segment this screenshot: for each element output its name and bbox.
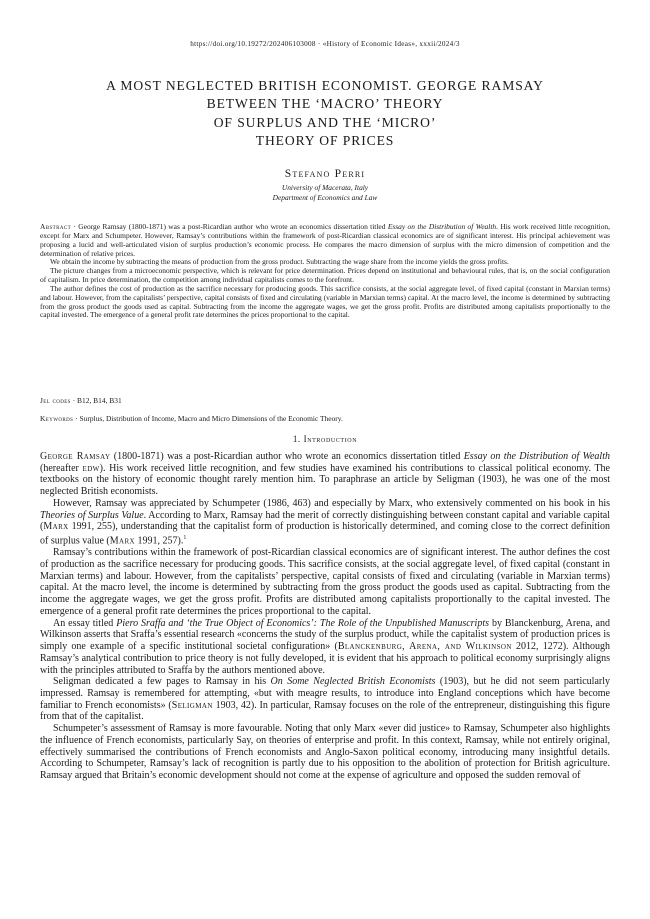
abstract-book-title: Essay on the Distribution of Wealth	[387, 222, 497, 231]
abstract-text: · George Ramsay (1800-1871) was a post-Ricardian author who wrote an economics dissertation titled	[71, 222, 388, 231]
abstract-text: . His work received little recognition, except for Marx and Schumpeter. However, Ramsay’s contributions within the framework of post-Ricardian classical economics are of significant interest. His principal achievement was proposing a lucid and well-articulated vision of surplus production’s economic process. He compares the macro dimension of surplus with the micro dimension of competition and the determination of relative prices.	[40, 222, 610, 258]
title-line: BETWEEN THE ‘MACRO’ THEORY	[206, 96, 444, 112]
title-line: A MOST NEGLECTED BRITISH ECONOMIST. GEORGE RAMSAY	[106, 78, 544, 93]
body-span: (hereafter	[40, 462, 83, 474]
author-mention: George Ramsay	[40, 451, 111, 462]
section-heading: 1. Introduction	[292, 434, 358, 444]
book-title: Theories of Surplus Value	[40, 509, 144, 521]
title-line: THEORY OF PRICES	[255, 133, 395, 149]
abbreviation: edw	[82, 462, 100, 474]
body-text	[40, 451, 610, 782]
body-paragraph	[40, 498, 610, 547]
author-university: University of Macerata, Italy	[281, 183, 369, 192]
jel-value: · B12, B14, B31	[70, 396, 122, 405]
body-span: . According to Marx, Ramsay had the merit of correctly distinguishing between constant capital and variable capital (	[40, 509, 610, 533]
body-paragraph	[40, 451, 610, 498]
citation-name: Seligman	[171, 699, 213, 711]
keywords-label: Keywords	[40, 414, 74, 423]
body-paragraph	[40, 618, 610, 677]
body-span: by Blanckenburg, Arena, and Wilkinson asserts that Sraffa’s essential research «concerns the study of the surplus product, while the capitalist system of production prices is simply one example of a specific institutional societal configuration» (	[40, 617, 610, 653]
abstract-paragraph: The picture changes from a microeconomic perspective, which is relevant for price determination. Prices depend on institutional and behavioural rules, that is, on the social configuration of capitalism. In price determination, the competition among individual capitalists comes to the forefront.	[40, 266, 610, 285]
title-line: OF SURPLUS AND THE ‘MICRO’	[213, 114, 437, 130]
body-span: Seligman dedicated a few pages to Ramsay in his	[53, 676, 271, 688]
book-title: Piero Sraffa and ‘the True Object of Economics’: The Role of the Unpublished Manuscripts	[116, 617, 490, 629]
footnote-marker[interactable]: 1	[183, 535, 187, 542]
jel-codes	[40, 396, 610, 405]
jel-label: Jel codes	[40, 396, 71, 405]
body-paragraph: Ramsay’s contributions within the framework of post-Ricardian classical economics are of significant interest. The author defines the cost of production as the sacrifice necessary for producing goods. This sacrifice consists, at the social aggregate level, of fixed capital (constant in Marxian terms) and labour. However, from the capitalists’ perspective, capital consists of fixed and circulating (variable in Marxian terms) capital. At the macro level, the income is determined by subtracting from the gross product the goods used as capital. Subtracting from the income the aggregate wages, we get the gross profit. Profits are distributed among capitalists proportionally to the capital invested. The emergence of a general profit rate determines the prices proportional to the capital.	[40, 547, 610, 617]
keywords	[40, 414, 610, 423]
abstract-paragraph: We obtain the income by subtracting the means of production from the gross product. Subtracting the wage share from the income yields the gross profits.	[50, 257, 509, 267]
body-paragraph	[40, 676, 610, 723]
body-span: 1991, 255), understanding that the capitalist form of production is historically determined, and coming close to the correct definition of surplus value (	[40, 521, 610, 547]
body-span: 2012, 1272). Although Ramsay’s analytical contribution to price theory is not fully developed, it is evident that his approach to political economy surprisingly aligns with the principles attributed to Sraffa by the authors mentioned above.	[40, 641, 610, 676]
body-span: (1800-1871) was a post-Ricardian author who wrote an economics dissertation titled	[110, 451, 464, 462]
running-head: https://doi.org/10.19272/202406103008 · «History of Economic Ideas», xxxii/2024/3	[190, 40, 460, 48]
keywords-value: · Surplus, Distribution of Income, Macro and Micro Dimensions of the Economic Theory.	[73, 414, 343, 423]
book-title: Essay on the Distribution of Wealth	[463, 451, 610, 462]
body-span: However, Ramsay was appreciated by Schumpeter (1986, 463) and especially by Marx, who extensively commented on his book in his	[53, 497, 610, 509]
citation-name: Marx	[43, 521, 69, 533]
abstract-paragraph: The author defines the cost of production as the sacrifice necessary for producing goods. This sacrifice consists, at the social aggregate level, of fixed capital (constant in Marxian terms) and labour. However, from the capitalists’ perspective, capital consists of fixed and circulating (variable in Marxian terms) capital. At the macro level, the income is determined by subtracting from the gross product the goods used as capital. Subtracting from the income the aggregate wages, we get the gross profit. Profits are distributed among capitalists proportionally to the capital invested. The emergence of a general profit rate determines the prices proportional to the capital.	[40, 283, 610, 320]
body-paragraph: Schumpeter’s assessment of Ramsay is more favourable. Noting that only Marx «ever did justice» to Ramsay, Schumpeter also highlights the influence of French economists, particularly Say, on theories of enterprise and profit. In this context, Ramsay, while not entirely original, effectively summarised the contributions of French economists and Anglo-Saxon political economy, introducing many insightful details. According to Schumpeter, Ramsay’s lack of recognition is partly due to his opposition to the abolition of protection for British agriculture. Ramsay argued that Britain’s economic development should not come at the expense of agriculture and opposed the sudden removal of	[40, 723, 610, 782]
citation-name: Marx	[109, 535, 135, 547]
article-title	[40, 77, 610, 151]
body-span: 1903, 42). In particular, Ramsay focuses on the role of the entrepreneur, distinguishing this figure from that of the capitalist.	[40, 699, 610, 723]
body-span: An essay titled	[53, 617, 117, 629]
abstract-label: Abstract	[40, 222, 72, 231]
book-title: On Some Neglected British Economists	[270, 676, 436, 688]
author-name: Stefano Perri	[284, 167, 366, 180]
body-span: (1903), but he did not seem particularly impressed. Ramsay is remembered for attempting, «but with meagre results, to introduce into England conceptions which have become familiar to French economists» (	[40, 676, 610, 711]
abstract-paragraph	[40, 223, 610, 258]
abstract	[40, 223, 610, 320]
body-span: ). His work received little recognition, and few studies have examined his contributions to classical political economy. The textbooks on the history of economic thought rarely mention him. To paraphrase an article by Seligman (1903), he was one of the most neglected British economists.	[40, 462, 610, 498]
author-department: Department of Economics and Law	[272, 193, 378, 202]
citation-name: Blanckenburg, Arena, and Wilkinson	[337, 641, 512, 653]
body-span: 1991, 257).	[135, 535, 184, 547]
